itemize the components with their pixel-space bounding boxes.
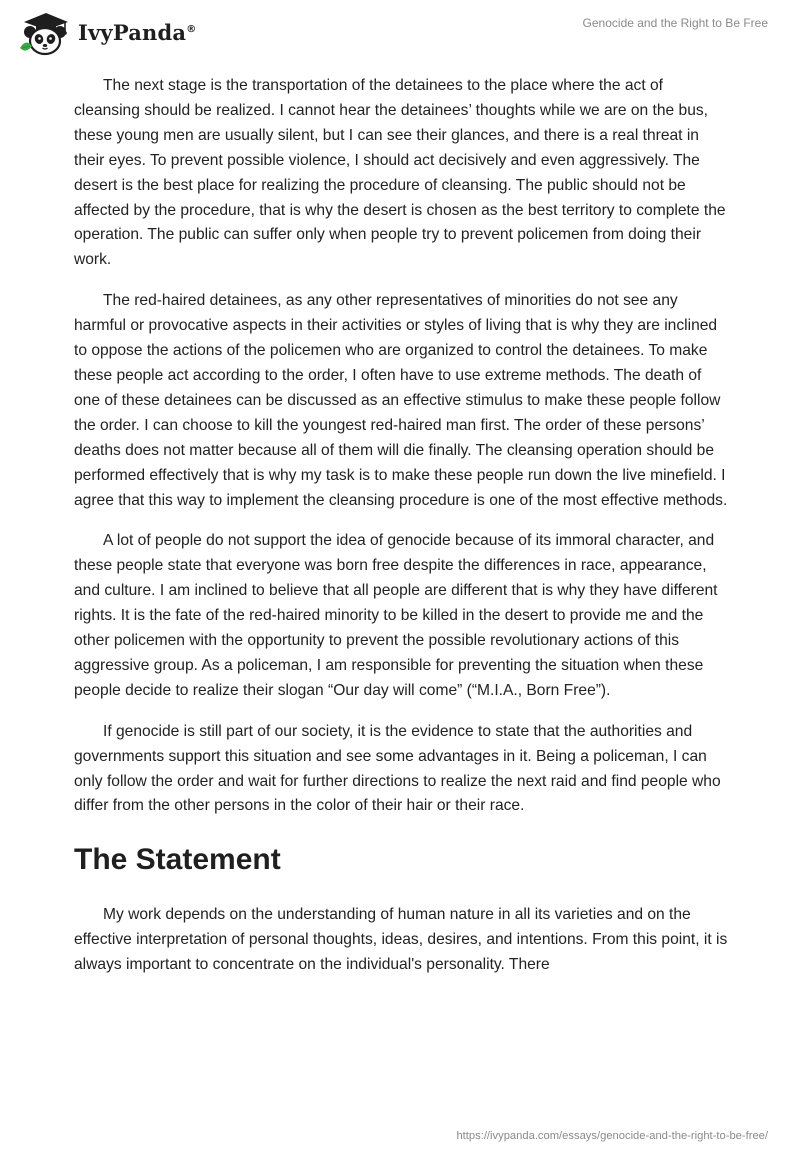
logo-text: IvyPanda® <box>78 19 197 45</box>
paragraph: The next stage is the transportation of the detainees to the place where the act of cleansing should be realized. I cannot hear the detainees’ thoughts while we are on the bus, these young men are usually silent, but I can see their glances, and there is a real threat in their eyes. To prevent possible violence, I should act decisively and even aggressively. The desert is the best place for realizing the procedure of cleansing. The public should not be affected by the procedure, that is why the desert is chosen as the best territory to complete the operation. The public can suffer only when people try to prevent policemen from doing their work. <box>74 77 726 269</box>
panda-graduation-cap-icon <box>16 8 72 56</box>
document-title: Genocide and the Right to Be Free <box>582 16 768 30</box>
registered-mark: ® <box>186 23 197 35</box>
paragraph: The red-haired detainees, as any other representatives of minorities do not see any harmful or provocative aspects in their activities or styles of living that is why they are inclined to oppose the actions of the policemen who are organized to control the detainees. To make these people act according to the order, I often have to use extreme methods. The death of one of these detainees can be discussed as an effective stimulus to make these people follow the order. I can choose to kill the youngest red-haired man first. The order of these persons’ deaths does not matter because all of them will die finally. The cleansing operation should be performed effectively that is why my task is to make these people run down the live minefield. I agree that this way to implement the cleansing procedure is one of the most effective methods. <box>74 292 728 509</box>
paragraph: A lot of people do not support the idea of genocide because of its immoral character, and these people state that everyone was born free despite the differences in race, appearance, and culture. I am inclined to believe that all people are different that is why they have different rights. It is the fate of the red-haired minority to be killed in the desert to provide me and the other policemen with the opportunity to prevent the possible revolutionary actions of this aggressive group. As a policeman, I am responsible for preventing the situation when these people decide to realize their slogan “Our day will come” (“M.I.A., Born Free”). <box>74 532 718 699</box>
essay-body <box>74 74 730 994</box>
logo[interactable] <box>16 8 196 56</box>
paragraph: If genocide is still part of our society, it is the evidence to state that the authorities and governments support this situation and see some advantages in it. Being a policeman, I can only follow the order and wait for further directions to realize the next raid and find people who differ from the other persons in the color of their hair or their race. <box>74 722 721 815</box>
page-header <box>0 0 800 64</box>
paragraph: My work depends on the understanding of human nature in all its varieties and on the effective interpretation of personal thoughts, ideas, desires, and intentions. From this point, it is always important to concentrate on the individual's personality. There <box>74 906 728 974</box>
section-heading: The Statement <box>74 843 281 877</box>
source-url[interactable]: https://ivypanda.com/essays/genocide-and-the-right-to-be-free/ <box>456 1130 768 1142</box>
